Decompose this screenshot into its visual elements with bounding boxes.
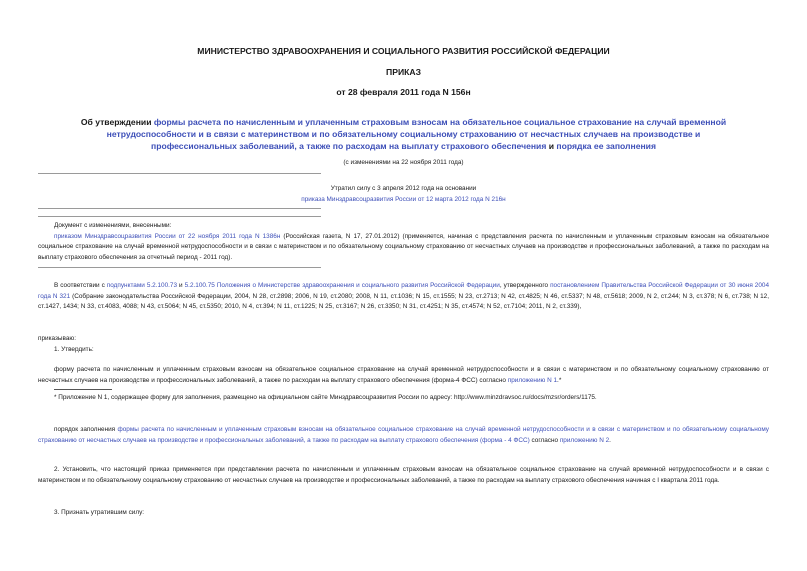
footnote: * Приложение N 1, содержащее форму для заполнения, размещено на официальном сайте Минздравсоцразвития России по адресу: http://www.minzdravsoc.ru/docs/mzsr/orders/1175. [54,394,597,401]
form-paragraph [38,365,769,386]
appendix-1-link[interactable]: приложению N 1 [507,376,558,384]
order-word: приказываю: [38,335,76,342]
procedure-text-3: . [609,436,611,444]
basis-text-4: (Собрание законодательства Российской Федерации, 2004, N 28, ст.2898; 2006, N 19, ст.2080; 2008, N 11, ст.1036; N 15, ст.1555; N 23, ст.2713; N 42, ст.4825; N 46, ст.5337; N 48, ст.5618; 2009, N 2, ст.244; N 3, ст.378; N 6, ст.738; N 12, ст.1427, 1434; N 33, ст.4083, 4088; N 43, ст.5064; N 45, ст.5350; 2010, N 4, ст.394; N 11, ст.1225; N 25, ст.3167; N 26, ст.3350; N 31, ст.4251; N 35, ст.4574; N 52, ст.7104; 2011, N 2, ст.339), [38,292,770,310]
title-text-1: Об утверждении [80,117,154,127]
divider [38,216,321,217]
changes-body [38,232,769,264]
basis-text-3: , утвержденного [499,282,551,289]
basis-text-1: В соответствии с [54,282,107,289]
doc-type-heading: ПРИКАЗ [386,67,421,77]
document-title [66,116,741,152]
procedure-text-2: согласно [529,436,560,444]
amendment-note: (с изменениями на 22 ноября 2011 года) [343,159,464,166]
title-text-2: и [546,141,557,151]
title-link-form[interactable]: формы расчета по начисленным и уплаченным страховым взносам на обязательное социальное страхование на случай временной нетрудоспособности и в связи с материнством и по обязательному социальному страхованию от несчастных случаев на производстве и профессиональных заболеваний, а также по расходам на выплату страхового обеспечения [106,117,727,151]
procedure-text-1: порядок заполнения [54,426,118,433]
appendix-2-link[interactable]: приложению N 2 [559,436,610,444]
form-text: форму расчета по начисленным и уплаченным страховым взносам на обязательное социальное страхование на случай временной нетрудоспособности и в связи с материнством и по обязательному социальному страхованию от несчастных случаев на производстве и профессиональных заболеваний, а также по расходам на выплату страхового обеспечения (форма-4 ФСС) согласно [38,366,769,384]
procedure-form-link[interactable]: формы расчета по начисленным и уплаченным страховым взносам на обязательное социальное страхование на случай временной нетрудоспособности и в связи с материнством и по обязательному социальному страхованию от несчастных случаев на производстве и профессиональных заболеваний, а также по расходам на выплату страхового обеспечения (форма - 4 ФСС) [38,426,769,444]
changes-intro: Документ с изменениями, внесенными: [54,222,172,229]
basis-paragraph [38,281,769,313]
lost-force-link-row [0,195,807,204]
lost-force-link[interactable]: приказа Минздравсоцразвития России от 12 марта 2012 года N 216н [301,196,506,203]
item-2: 2. Установить, что настоящий приказ применяется при представлении расчета по начисленным и уплаченным страховым взносам на обязательное социальное страхование на случай временной нетрудоспособности и в связи с материнством и по обязательному социальному страхованию от несчастных случаев на производстве и профессиональных заболеваний, а также по расходам на выплату страхового обеспечения начиная с I квартала 2011 года. [38,466,769,484]
title-link-procedure[interactable]: порядка ее заполнения [556,141,656,151]
basis-text-2: и [177,282,185,289]
basis-link-regulation[interactable]: 5.2.100.75 Положения о Министерстве здравоохранения и социального развития Российской Федерации [184,282,500,289]
form-tail: .* [557,376,562,384]
changes-rest: (Российская газета, N 17, 27.01.2012) (применяется, начиная с представления расчета по начисленным и уплаченным страховым взносам на обязательное социальное страхование на случай временной нетрудоспособности и в связи с материнством и по обязательному социальному страхованию от несчастных случаев на производстве и профессиональных заболеваний, а также по расходам на выплату страхового обеспечения за отчетный период - 2011 год). [38,232,769,261]
date-number: от 28 февраля 2011 года N 156н [336,87,471,97]
basis-link-resolution[interactable]: постановлением Правительства Российской Федерации от 30 июня 2004 года N 321 [38,282,769,300]
basis-link-subclauses[interactable]: подпунктами 5.2.100.73 [106,282,178,289]
divider [38,208,321,209]
item-1: 1. Утвердить: [54,346,94,353]
item-3: 3. Признать утратившим силу: [54,509,145,516]
changes-link[interactable]: приказом Минздравсоцразвития России от 22 ноября 2011 года N 1386н [54,232,281,240]
divider [38,173,321,174]
ministry-heading: МИНИСТЕРСТВО ЗДРАВООХРАНЕНИЯ И СОЦИАЛЬНОГО РАЗВИТИЯ РОССИЙСКОЙ ФЕДЕРАЦИИ [197,46,610,56]
procedure-paragraph [38,425,769,446]
divider [38,267,321,268]
changes-note [38,221,769,263]
lost-force-line: Утратил силу с 3 апреля 2012 года на основании [330,185,477,192]
footnote-divider [54,389,112,390]
